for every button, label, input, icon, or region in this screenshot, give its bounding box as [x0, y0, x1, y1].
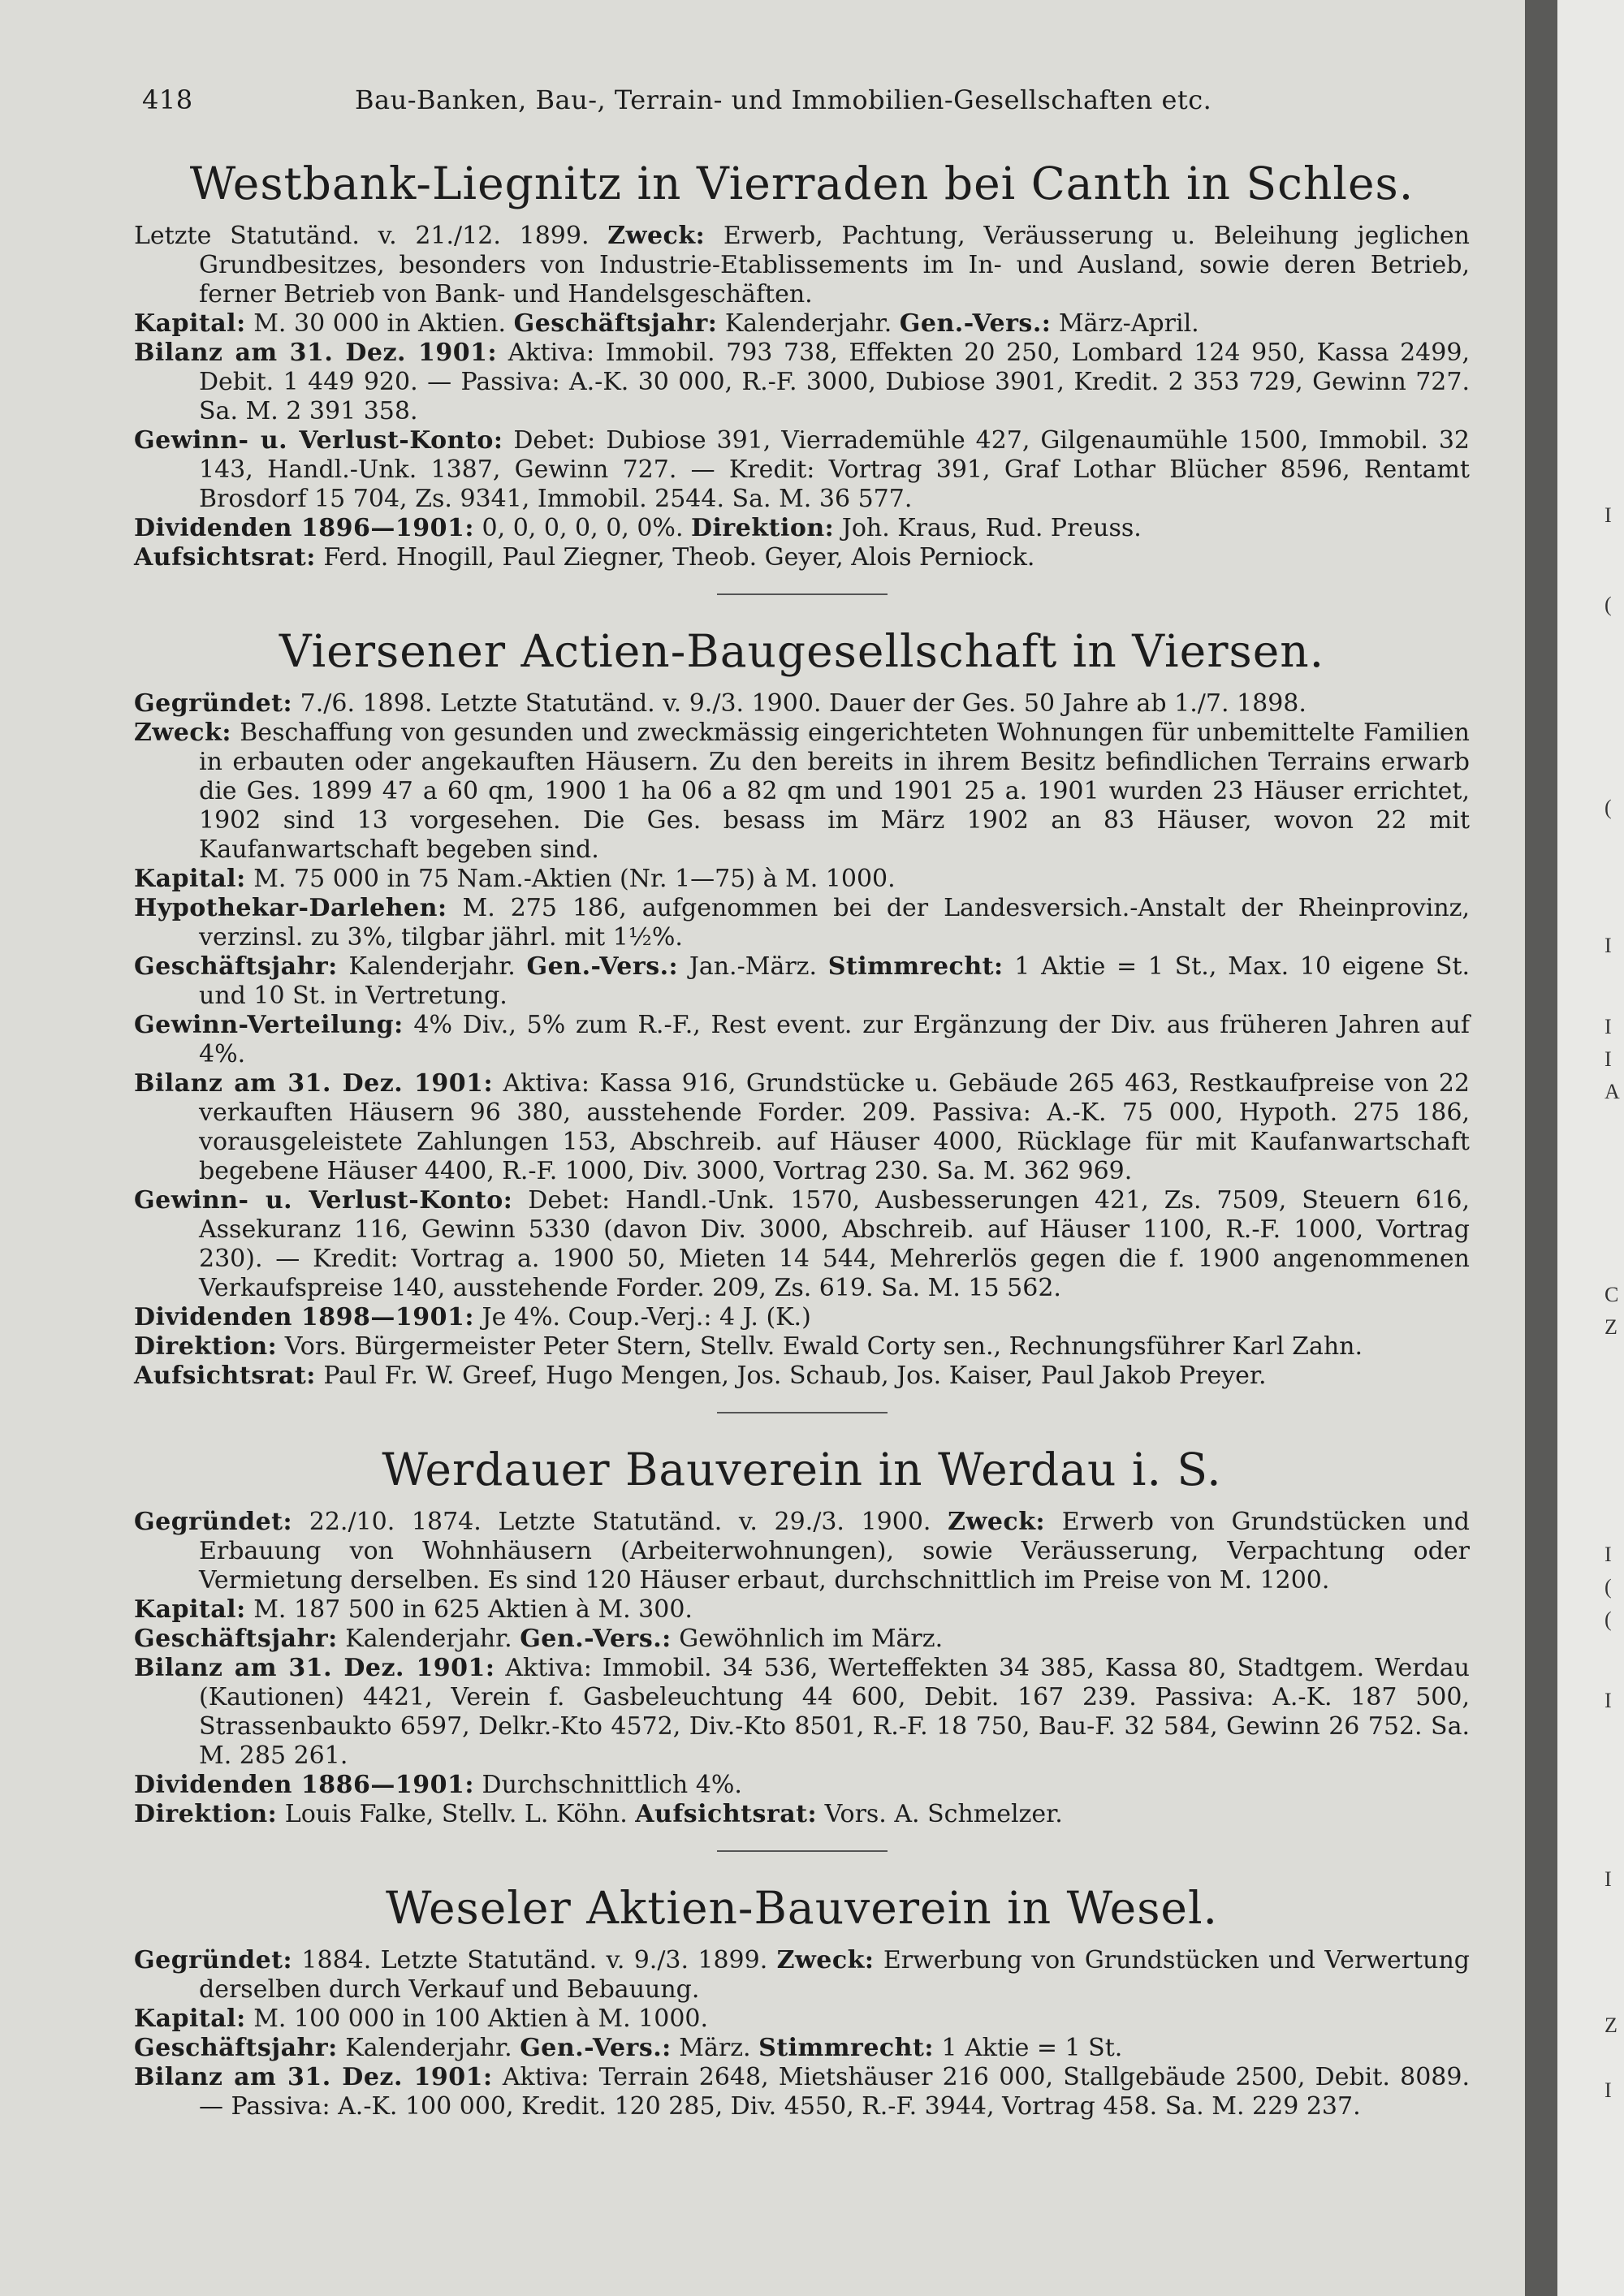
company-entry — [134, 626, 1470, 1391]
entry-paragraph — [134, 426, 1470, 514]
field-label: Kapital: — [134, 1595, 246, 1624]
entry-paragraph — [134, 514, 1470, 543]
field-label: Zweck: — [776, 1946, 875, 1974]
field-text: 7./6. 1898. Letzte Statutänd. v. 9./3. 1900. Dauer der Ges. 50 Jahre ab 1./7. 1898. — [292, 689, 1307, 718]
field-text: Erwerbung von Grundstücken und Verwertung derselben durch Verkauf und Bebauung. — [199, 1946, 1470, 2004]
company-entry — [134, 1444, 1470, 1829]
field-text: M. 275 186, aufgenommen bei der Landesversich.-Anstalt der Rheinprovinz, verzinsl. zu 3%, tilgbar jährl. mit 1½%. — [199, 894, 1470, 952]
edge-letter: C — [1605, 1283, 1619, 1306]
field-text: Ferd. Hnogill, Paul Ziegner, Theob. Geyer, Alois Perniock. — [315, 543, 1035, 572]
edge-letter: A — [1605, 1080, 1620, 1103]
edge-letter: I — [1605, 1543, 1612, 1566]
book-gutter — [1525, 0, 1557, 2296]
field-text: 1 Aktie = 1 St. — [933, 2034, 1123, 2062]
field-text: Aktiva: Immobil. 34 536, Werteffekten 34 385, Kassa 80, Stadtgem. Werdau (Kautionen) 4421, Verein f. Gasbeleuchtung 44 600, Debit. 167 239. Passiva: A.-K. 187 500, Strassenbaukto 6597, Delkr.-Kto 4572, Div.-Kto 8501, R.-F. 18 750, Bau-F. 32 584, Gewinn 26 752. Sa. M. 285 261. — [199, 1654, 1470, 1770]
edge-letter: Z — [1605, 2013, 1618, 2037]
field-label: Gewinn- u. Verlust-Konto: — [134, 426, 503, 455]
field-text: März. — [671, 2034, 759, 2062]
running-title: Bau-Banken, Bau-, Terrain- und Immobilien-Gesellschaften etc. — [355, 84, 1212, 115]
edge-letter: I — [1605, 503, 1612, 527]
field-label: Gewinn- u. Verlust-Konto: — [134, 1186, 513, 1215]
field-text: Joh. Kraus, Rud. Preuss. — [834, 514, 1142, 542]
field-label: Gewinn-Verteilung: — [134, 1011, 404, 1039]
entry-paragraph — [134, 2063, 1470, 2121]
field-text: Vors. A. Schmelzer. — [817, 1800, 1063, 1828]
edge-letter: I — [1605, 1047, 1612, 1071]
field-text: Erwerb von Grundstücken und Erbauung von Wohnhäusern (Arbeiterwohnungen), sowie Veräusserung, Verpachtung oder Vermietung derselben. Es sind 120 Häuser erbaut, durchschnittlich im Preise von M. 1200. — [199, 1508, 1470, 1595]
field-text: Je 4%. Coup.-Verj.: 4 J. (K.) — [474, 1303, 811, 1331]
field-text: 4% Div., 5% zum R.-F., Rest event. zur Ergänzung der Div. aus früheren Jahren auf 4%. — [199, 1011, 1470, 1068]
facing-page-edge — [1557, 0, 1624, 2296]
field-label: Direktion: — [134, 1332, 278, 1361]
field-label: Kapital: — [134, 309, 246, 338]
entry-paragraph — [134, 1654, 1470, 1771]
field-text: Kalenderjahr. — [337, 952, 527, 981]
field-text: Erwerb, Pachtung, Veräusserung u. Beleihung jeglichen Grundbesitzes, besonders von Industrie-Etablissements im In- und Ausland, sowie deren Betrieb, ferner Betrieb von Bank- und Handelsgeschäften. — [199, 222, 1470, 309]
field-text: März-April. — [1051, 309, 1199, 338]
field-label: Stimmrecht: — [758, 2034, 934, 2062]
entry-paragraph — [134, 719, 1470, 865]
section-divider — [717, 593, 888, 595]
field-label: Bilanz am 31. Dez. 1901: — [134, 1069, 494, 1098]
field-label: Gen.-Vers.: — [899, 309, 1052, 338]
company-entry — [134, 158, 1470, 572]
edge-letter: ( — [1605, 593, 1612, 616]
field-label: Zweck: — [948, 1508, 1046, 1536]
field-label: Gen.-Vers.: — [526, 952, 679, 981]
field-label: Zweck: — [607, 222, 706, 250]
field-label: Bilanz am 31. Dez. 1901: — [134, 339, 498, 367]
field-label: Direktion: — [691, 514, 835, 542]
section-divider — [717, 1412, 888, 1413]
field-label: Aufsichtsrat: — [134, 1362, 316, 1390]
field-text: M. 75 000 in 75 Nam.-Aktien (Nr. 1—75) à M. 1000. — [245, 865, 896, 893]
field-text: M. 100 000 in 100 Aktien à M. 1000. — [245, 2005, 709, 2033]
entry-title: Werdauer Bauverein in Werdau i. S. — [382, 1444, 1222, 1495]
entry-title: Viersener Actien-Baugesellschaft in Viersen. — [279, 625, 1325, 677]
entry-paragraph — [134, 894, 1470, 952]
entry-paragraph — [134, 1303, 1470, 1332]
field-label: Aufsichtsrat: — [134, 543, 316, 572]
field-text: M. 30 000 in Aktien. — [245, 309, 514, 338]
field-text: Kalenderjahr. — [337, 1625, 520, 1653]
entry-paragraph — [134, 1800, 1470, 1829]
field-text: 1884. Letzte Statutänd. v. 9./3. 1899. — [292, 1946, 777, 1974]
field-text: Kalenderjahr. — [337, 2034, 520, 2062]
field-label: Kapital: — [134, 865, 246, 893]
field-text: Vors. Bürgermeister Peter Stern, Stellv. Ewald Corty sen., Rechnungsführer Karl Zahn. — [277, 1332, 1363, 1361]
edge-letter: Z — [1605, 1315, 1618, 1339]
field-text: Paul Fr. W. Greef, Hugo Mengen, Jos. Schaub, Jos. Kaiser, Paul Jakob Preyer. — [315, 1362, 1267, 1390]
field-label: Zweck: — [134, 719, 231, 747]
field-label: Gegründet: — [134, 689, 293, 718]
entry-title: Westbank-Liegnitz in Vierraden bei Canth in Schles. — [189, 158, 1415, 209]
entry-paragraph — [134, 952, 1470, 1011]
company-entry — [134, 1883, 1470, 2121]
edge-letter: ( — [1605, 796, 1612, 819]
edge-letter: I — [1605, 934, 1612, 957]
field-label: Kapital: — [134, 2005, 246, 2033]
running-header — [142, 84, 1279, 120]
field-label: Geschäftsjahr: — [513, 309, 718, 338]
entry-paragraph — [134, 309, 1470, 339]
field-text: Durchschnittlich 4%. — [474, 1771, 742, 1799]
entry-paragraph — [134, 865, 1470, 894]
entry-paragraph — [134, 222, 1470, 309]
field-label: Geschäftsjahr: — [134, 2034, 338, 2062]
field-label: Dividenden 1886—1901: — [134, 1771, 475, 1799]
entry-paragraph — [134, 689, 1470, 719]
field-text: Gewöhnlich im März. — [671, 1625, 944, 1653]
field-label: Geschäftsjahr: — [134, 1625, 338, 1653]
section-divider — [717, 1850, 888, 1852]
edge-letter: I — [1605, 1015, 1612, 1038]
edge-letter: I — [1605, 2078, 1612, 2102]
entry-paragraph — [134, 1595, 1470, 1625]
entry-paragraph — [134, 1362, 1470, 1391]
field-label: Gegründet: — [134, 1508, 293, 1536]
field-text: 1 Aktie = 1 St., Max. 10 eigene St. und 10 St. in Vertretung. — [199, 952, 1471, 1010]
field-text: Jan.-März. — [678, 952, 828, 981]
field-label: Geschäftsjahr: — [134, 952, 338, 981]
page-number: 418 — [142, 84, 193, 115]
edge-letter: ( — [1605, 1575, 1612, 1599]
field-label: Gen.-Vers.: — [520, 2034, 672, 2062]
field-label: Bilanz am 31. Dez. 1901: — [134, 2063, 493, 2091]
field-label: Dividenden 1898—1901: — [134, 1303, 475, 1331]
entry-paragraph — [134, 1771, 1470, 1800]
field-text: Kalenderjahr. — [717, 309, 900, 338]
field-label: Hypothekar-Darlehen: — [134, 894, 447, 922]
entry-paragraph — [134, 1011, 1470, 1069]
entry-paragraph — [134, 339, 1470, 426]
field-text: Letzte Statutänd. v. 21./12. 1899. — [134, 222, 608, 250]
field-text: Aktiva: Immobil. 793 738, Effekten 20 250, Lombard 124 950, Kassa 2499, Debit. 1 449 920. — Passiva: A.-K. 30 000, R.-F. 3000, Dubiose 3901, Kredit. 2 353 729, Gewinn 727. Sa. M. 2 391 358. — [199, 339, 1470, 425]
field-label: Gen.-Vers.: — [520, 1625, 672, 1653]
field-label: Stimmrecht: — [827, 952, 1004, 981]
field-text: Louis Falke, Stellv. L. Köhn. — [277, 1800, 636, 1828]
field-label: Aufsichtsrat: — [635, 1800, 818, 1828]
field-text: M. 187 500 in 625 Aktien à M. 300. — [245, 1595, 693, 1624]
field-text: Aktiva: Terrain 2648, Mietshäuser 216 000, Stallgebäude 2500, Debit. 8089. — Passiva: A.-K. 100 000, Kredit. 120 285, Div. 4550, R.-F. 3944, Vortrag 458. Sa. M. 229 237. — [199, 2063, 1470, 2121]
entry-paragraph — [134, 543, 1470, 572]
entry-paragraph — [134, 1186, 1470, 1303]
entry-paragraph — [134, 2005, 1470, 2034]
field-label: Bilanz am 31. Dez. 1901: — [134, 1654, 495, 1682]
entry-paragraph — [134, 2034, 1470, 2063]
entry-paragraph — [134, 1069, 1470, 1186]
entry-paragraph — [134, 1625, 1470, 1654]
field-label: Dividenden 1896—1901: — [134, 514, 475, 542]
field-label: Direktion: — [134, 1800, 278, 1828]
field-text: Debet: Handl.-Unk. 1570, Ausbesserungen 421, Zs. 7509, Steuern 616, Assekuranz 116, Gewinn 5330 (davon Div. 3000, Abschreib. auf Häuser 1100, R.-F. 1000, Vortrag 230). — Kredit: Vortrag a. 1900 50, Mieten 14 544, Mehrerlös gegen die f. 1900 angenommenen Verkaufspreise 140, ausstehende Forder. 209, Zs. 619. Sa. M. 15 562. — [199, 1186, 1470, 1302]
entry-paragraph — [134, 1508, 1470, 1595]
field-text: Aktiva: Kassa 916, Grundstücke u. Gebäude 265 463, Restkaufpreise von 22 verkauften Häusern 96 380, ausstehende Forder. 209. Passiva: A.-K. 75 000, Hypoth. 275 186, vorausgeleistete Zahlungen 153, Abschreib. auf Häuser 4000, Rücklage für mit Kaufanwartschaft begebene Häuser 4400, R.-F. 1000, Div. 3000, Vortrag 230. Sa. M. 362 969. — [199, 1069, 1470, 1185]
field-text: 22./10. 1874. Letzte Statutänd. v. 29./3. 1900. — [292, 1508, 948, 1536]
entry-paragraph — [134, 1946, 1470, 2005]
entry-title: Weseler Aktien-Bauverein in Wesel. — [385, 1882, 1219, 1934]
edge-letter: I — [1605, 1867, 1612, 1891]
field-text: 0, 0, 0, 0, 0, 0%. — [474, 514, 692, 542]
field-label: Gegründet: — [134, 1946, 293, 1974]
edge-letter: I — [1605, 1689, 1612, 1712]
edge-letter: ( — [1605, 1608, 1612, 1631]
field-text: Beschaffung von gesunden und zweckmässig eingerichteten Wohnungen für unbemittelte Familien in erbauten oder angekauften Häusern. Zu den bereits in ihrem Besitz befindlichen Terrains erwarb die Ges. 1899 47 a 60 qm, 1900 1 ha 06 a 82 qm und 1901 25 a. 1901 wurden 23 Häuser errichtet, 1902 sind 13 vorgesehen. Die Ges. besass im März 1902 an 83 Häuser, wovon 22 mit Kaufanwartschaft begeben sind. — [199, 719, 1470, 864]
entry-paragraph — [134, 1332, 1470, 1362]
text-column — [134, 158, 1470, 2130]
field-text: Debet: Dubiose 391, Vierrademühle 427, Gilgenaumühle 1500, Immobil. 32 143, Handl.-Unk. 1387, Gewinn 727. — Kredit: Vortrag 391, Graf Lothar Blücher 8596, Rentamt Brosdorf 15 704, Zs. 9341, Immobil. 2544. Sa. M. 36 577. — [199, 426, 1470, 513]
